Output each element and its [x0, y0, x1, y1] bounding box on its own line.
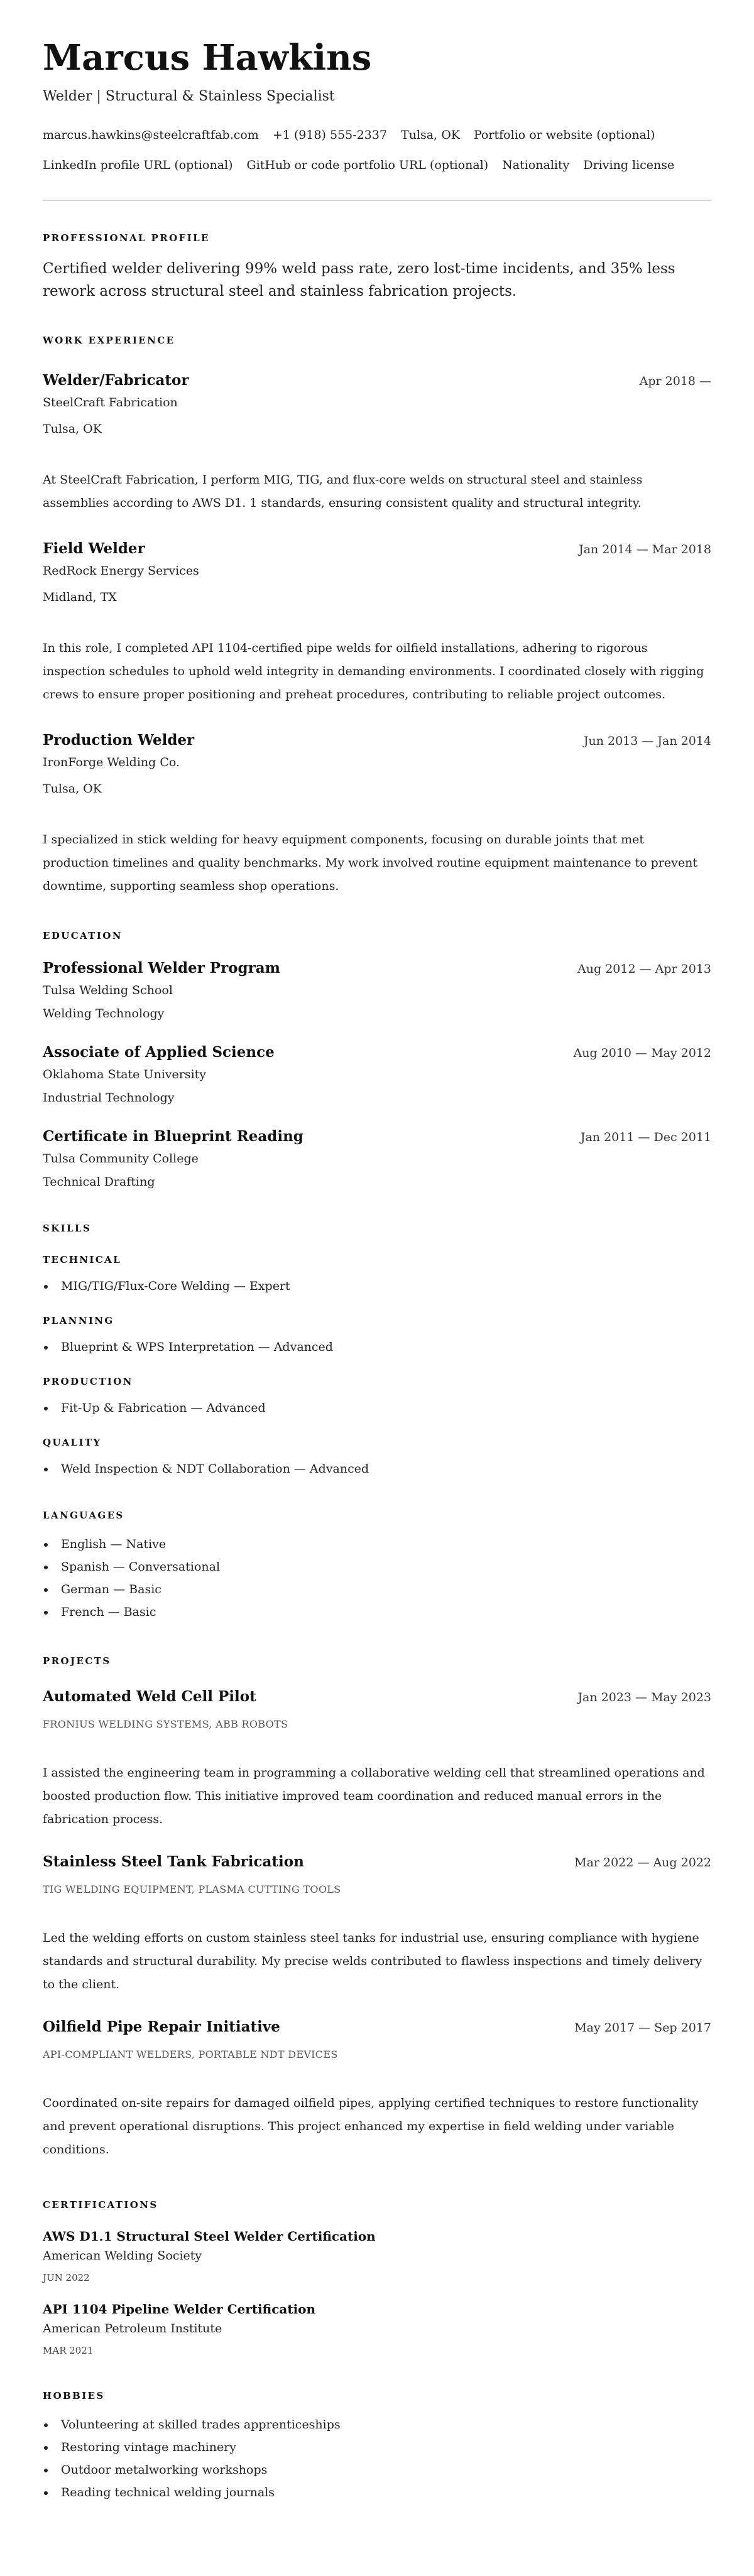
- language-item: French — Basic: [43, 1601, 711, 1623]
- skill-item: MIG/TIG/Flux-Core Welding — Expert: [43, 1277, 711, 1295]
- contact-portfolio[interactable]: Portfolio or website (optional): [473, 128, 655, 142]
- project-description: Led the welding efforts on custom stainless steel tanks for industrial use, ensuring compliance with hygiene standards and structural durability. My precise welds contributed to flawless inspections and timely delivery to the client.: [43, 1931, 702, 1991]
- school: Tulsa Welding School: [43, 983, 173, 997]
- project-title: Stainless Steel Tank Fabrication: [43, 1853, 304, 1870]
- education-dates: Aug 2010 — May 2012: [573, 1046, 711, 1060]
- candidate-name: Marcus Hawkins: [43, 37, 372, 78]
- section-heading: LANGUAGES: [43, 1510, 124, 1521]
- degree: Certificate in Blueprint Reading: [43, 1128, 303, 1145]
- language-item: English — Native: [43, 1533, 711, 1556]
- project-entry: [43, 1853, 711, 1996]
- projects-section: [43, 1655, 711, 2162]
- section-heading: WORK EXPERIENCE: [43, 335, 175, 346]
- contact-driving-license: Driving license: [583, 158, 675, 172]
- project-title: Automated Weld Cell Pilot: [43, 1688, 256, 1705]
- project-tools: API-COMPLIANT WELDERS, PORTABLE NDT DEVICES: [43, 2048, 338, 2060]
- project-entry: [43, 1687, 711, 1831]
- skill-item: Blueprint & WPS Interpretation — Advanced: [43, 1338, 711, 1356]
- field-of-study: Welding Technology: [43, 1007, 165, 1020]
- job-dates: Apr 2018 —: [639, 374, 711, 388]
- section-heading: PROFESSIONAL PROFILE: [43, 232, 210, 244]
- skill-category: [43, 1375, 711, 1417]
- section-heading: SKILLS: [43, 1223, 92, 1234]
- job-location: Tulsa, OK: [43, 422, 102, 436]
- experience-section: [43, 334, 711, 898]
- job-title: Welder/Fabricator: [43, 372, 189, 389]
- field-of-study: Technical Drafting: [43, 1175, 155, 1189]
- header-divider: [43, 200, 711, 201]
- job-company: SteelCraft Fabrication: [43, 396, 178, 409]
- project-tools: FRONIUS WELDING SYSTEMS, ABB ROBOTS: [43, 1718, 288, 1730]
- education-dates: Aug 2012 — Apr 2013: [577, 962, 711, 976]
- language-item: Spanish — Conversational: [43, 1556, 711, 1578]
- job-location: Midland, TX: [43, 590, 117, 604]
- hobby-item: Restoring vintage machinery: [43, 2436, 711, 2459]
- education-entry: [43, 1043, 711, 1107]
- language-item: German — Basic: [43, 1578, 711, 1601]
- field-of-study: Industrial Technology: [43, 1091, 175, 1105]
- skill-category: [43, 1314, 711, 1356]
- education-dates: Jan 2011 — Dec 2011: [580, 1130, 711, 1144]
- certification-entry: [43, 2227, 711, 2284]
- education-entry: [43, 1127, 711, 1191]
- certification-date: MAR 2021: [43, 2345, 94, 2356]
- section-heading: CERTIFICATIONS: [43, 2199, 158, 2211]
- degree: Associate of Applied Science: [43, 1044, 275, 1061]
- job-title: Field Welder: [43, 540, 145, 557]
- section-heading: EDUCATION: [43, 930, 123, 941]
- school: Oklahoma State University: [43, 1068, 207, 1081]
- experience-entry: [43, 731, 711, 898]
- school: Tulsa Community College: [43, 1152, 199, 1166]
- contact-location: Tulsa, OK: [401, 128, 460, 142]
- hobby-item: Volunteering at skilled trades apprenticeships: [43, 2413, 711, 2436]
- certification-title: API 1104 Pipeline Welder Certification: [43, 2302, 316, 2317]
- candidate-title: Welder | Structural & Stainless Specialist: [43, 89, 335, 104]
- skill-item: Weld Inspection & NDT Collaboration — Advanced: [43, 1460, 711, 1478]
- skill-category: [43, 1436, 711, 1478]
- project-dates: May 2017 — Sep 2017: [574, 2021, 711, 2035]
- skill-category-name: PLANNING: [43, 1315, 114, 1326]
- section-heading: PROJECTS: [43, 1655, 111, 1667]
- job-dates: Jan 2014 — Mar 2018: [579, 543, 711, 556]
- skill-item: Fit-Up & Fabrication — Advanced: [43, 1399, 711, 1417]
- job-company: IronForge Welding Co.: [43, 755, 180, 769]
- skill-category-name: QUALITY: [43, 1437, 102, 1448]
- hobby-item: Reading technical welding journals: [43, 2481, 711, 2504]
- project-description: I assisted the engineering team in programming a collaborative welding cell that streamlined operations and boosted production flow. This initiative improved team coordination and reduced manual errors in the fabrication process.: [43, 1766, 705, 1826]
- contact-info: [43, 120, 711, 180]
- experience-entry: [43, 539, 711, 706]
- education-section: [43, 929, 711, 1191]
- job-description: At SteelCraft Fabrication, I perform MIG, TIG, and flux-core welds on structural steel and stainless assemblies according to AWS D1. 1 standards, ensuring consistent quality and structural integrity.: [43, 473, 643, 510]
- skill-category-name: TECHNICAL: [43, 1254, 122, 1265]
- experience-entry: [43, 371, 711, 515]
- job-description: In this role, I completed API 1104-certified pipe welds for oilfield installations, adhering to rigorous inspection schedules to uphold weld integrity in demanding environments. I coordinated closely with rigging crews to ensure proper positioning and preheat procedures, contributing to reliable project outcomes.: [43, 641, 704, 701]
- contact-github[interactable]: GitHub or code portfolio URL (optional): [246, 158, 489, 172]
- job-dates: Jun 2013 — Jan 2014: [583, 734, 711, 748]
- hobby-item: Outdoor metalworking workshops: [43, 2459, 711, 2481]
- job-company: RedRock Energy Services: [43, 564, 199, 578]
- education-entry: [43, 959, 711, 1022]
- project-tools: TIG WELDING EQUIPMENT, PLASMA CUTTING TOOLS: [43, 1883, 341, 1895]
- degree: Professional Welder Program: [43, 960, 280, 977]
- skills-section: [43, 1222, 711, 1478]
- certification-entry: [43, 2300, 711, 2357]
- project-dates: Mar 2022 — Aug 2022: [574, 1856, 711, 1870]
- section-heading: HOBBIES: [43, 2390, 105, 2401]
- contact-email[interactable]: marcus.hawkins@steelcraftfab.com: [43, 128, 259, 142]
- project-dates: Jan 2023 — May 2023: [577, 1691, 711, 1704]
- job-description: I specialized in stick welding for heavy equipment components, focusing on durable joints that met production timelines and quality benchmarks. My work involved routine equipment maintenance to prevent downtime, supporting seamless shop operations.: [43, 833, 697, 893]
- profile-summary: Certified welder delivering 99% weld pass rate, zero lost-time incidents, and 35% less rework across structural steel and stainless fabrication projects.: [43, 261, 675, 300]
- project-entry: [43, 2018, 711, 2162]
- project-title: Oilfield Pipe Repair Initiative: [43, 2018, 280, 2035]
- certification-issuer: American Petroleum Institute: [43, 2322, 222, 2335]
- skill-category-name: PRODUCTION: [43, 1376, 133, 1387]
- certification-title: AWS D1.1 Structural Steel Welder Certification: [43, 2229, 376, 2244]
- hobbies-section: [43, 2389, 711, 2504]
- certification-issuer: American Welding Society: [43, 2249, 202, 2263]
- job-title: Production Welder: [43, 732, 195, 749]
- contact-nationality: Nationality: [502, 158, 570, 172]
- certification-date: JUN 2022: [43, 2272, 90, 2283]
- skill-category: [43, 1253, 711, 1295]
- contact-phone[interactable]: +1 (918) 555-2337: [272, 128, 388, 142]
- project-description: Coordinated on-site repairs for damaged oilfield pipes, applying certified techniques to restore functionality and prevent operational disruptions. This project enhanced my expertise in field welding under variable conditions.: [43, 2096, 699, 2157]
- certifications-section: [43, 2199, 711, 2357]
- contact-linkedin[interactable]: LinkedIn profile URL (optional): [43, 158, 233, 172]
- job-location: Tulsa, OK: [43, 782, 102, 796]
- languages-section: [43, 1509, 711, 1623]
- profile-section: [43, 232, 711, 303]
